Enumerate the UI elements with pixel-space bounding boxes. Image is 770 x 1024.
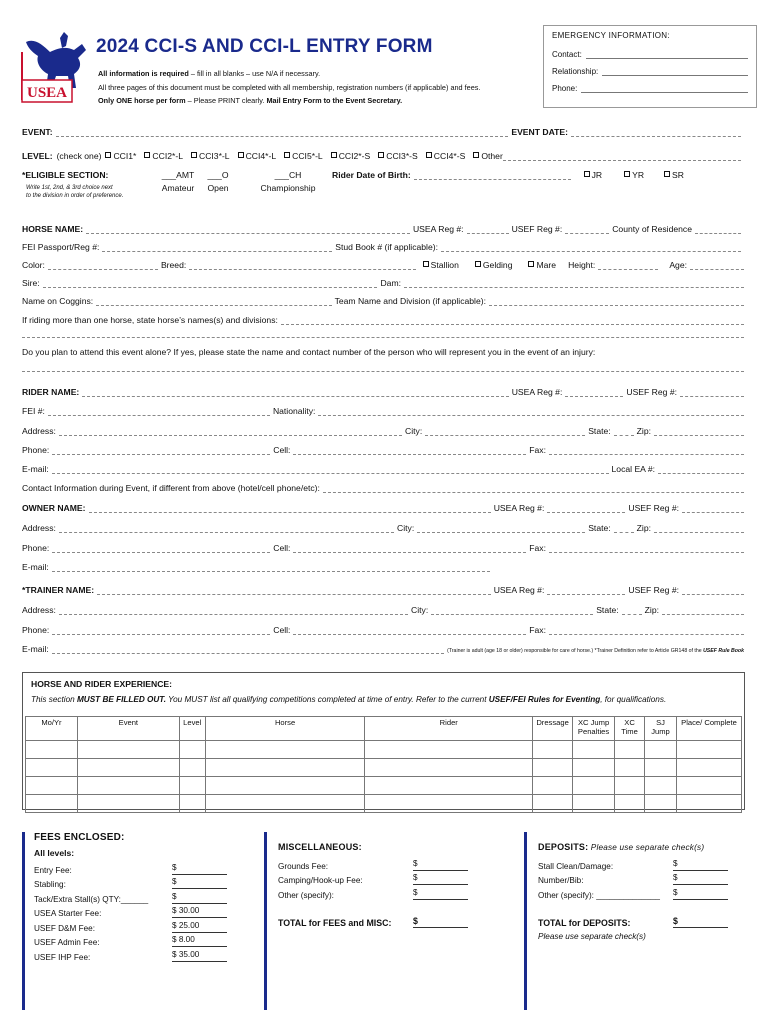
age-sr-checkbox[interactable]: SR [664, 170, 684, 180]
rider-cell-field[interactable] [293, 447, 526, 455]
multi-horse-row: If riding more than one horse, state horse’s names(s) and divisions: [22, 315, 744, 325]
stabling-fee-field[interactable]: $ [172, 877, 227, 889]
usea-logo [16, 30, 96, 106]
intro-text: All information is required – fill in all blanks – use N/A if necessary. All three pages of this document must be completed with all membership, registration numbers (if applicable) and fees. Only ONE horse per form – Please PRINT clearly. Mail Entry Form to the Event Secretary. [98, 69, 481, 105]
trainer-address-row: Address: City: State: Zip: [22, 605, 744, 615]
level-row: LEVEL: (check one) CCI1* CCI2*-L CCI3*-L CCI4*-L CCI5*-L CCI2*-S CCI3*-S CCI4*-S Other [22, 151, 744, 161]
event-date-field[interactable] [571, 129, 741, 137]
experience-section: HORSE AND RIDER EXPERIENCE: This section MUST BE FILLED OUT. You MUST list all qualifying competitions completed at time of entry. Refer to the current USEF/FEI Rules for Eventing, for qualifications. Mo/Yr Event Level Horse Rider Dressage XC Jump Penalties XC Time SJ Jump Place/ Complete [22, 672, 745, 810]
level-option[interactable]: CCI4*-S [426, 151, 466, 161]
trainer-email-row: E-mail: (Trainer is adult (age 18 or older) responsible for care of horse.) *Trainer Definition refer to Article GR148 of the USEF Rule Book [22, 644, 744, 654]
horse-name-row: HORSE NAME: USEA Reg #: USEF Reg #: County of Residence [22, 224, 744, 234]
rider-phone-row: Phone: Cell: Fax: [22, 445, 744, 455]
table-row[interactable] [26, 795, 742, 813]
horse-fei-row: FEI Passport/Reg #: Stud Book # (if applicable): [22, 242, 744, 252]
grounds-fee-field[interactable]: $ [413, 859, 468, 871]
owner-address-field[interactable] [59, 525, 394, 533]
level-option[interactable]: CCI3*-S [378, 151, 418, 161]
rider-usea-field[interactable] [565, 389, 623, 397]
gelding-checkbox[interactable]: Gelding [475, 260, 513, 270]
event-field[interactable] [56, 129, 509, 137]
fei-passport-field[interactable] [102, 244, 332, 252]
total-deposits-field[interactable]: $ [673, 916, 728, 928]
entry-fee-field[interactable]: $ [172, 863, 227, 875]
usef-dm-fee: $ 25.00 [172, 921, 227, 933]
trainer-name-field[interactable] [97, 587, 491, 595]
fees-accent-bar [22, 832, 25, 1010]
age-field[interactable] [690, 262, 744, 270]
trainer-email-field[interactable] [52, 646, 444, 654]
multi-horse-field[interactable] [281, 317, 744, 325]
local-ea-field[interactable] [658, 466, 744, 474]
multi-horse-line2[interactable] [22, 337, 744, 338]
level-option[interactable]: CCI4*-L [238, 151, 277, 161]
emergency-relationship-field[interactable] [602, 68, 748, 76]
tack-stall-fee-field[interactable]: $ [172, 892, 227, 904]
owner-name-field[interactable] [89, 505, 491, 513]
owner-phone-field[interactable] [52, 545, 270, 553]
alone-row: Do you plan to attend this event alone? If yes, please state the name and contact number of the person who will represent you in the event of an injury: [22, 347, 596, 357]
owner-phone-row: Phone: Cell: Fax: [22, 543, 744, 553]
table-row[interactable] [26, 759, 742, 777]
horse-name-field[interactable] [86, 226, 410, 234]
owner-usea-field[interactable] [547, 505, 625, 513]
level-option-other[interactable]: Other [473, 151, 503, 161]
rider-contact-row: Contact Information during Event, if different from above (hotel/cell phone/etc): [22, 483, 744, 493]
trainer-phone-field[interactable] [52, 627, 270, 635]
trainer-cell-field[interactable] [293, 627, 526, 635]
owner-zip-field[interactable] [654, 525, 744, 533]
mare-checkbox[interactable]: Mare [528, 260, 556, 270]
misc-section: MISCELLANEOUS: Grounds Fee: $ Camping/Hook-up Fee: $ Other (specify): $ TOTAL for FEES and MISC: $ [278, 842, 468, 928]
level-option[interactable]: CCI2*-S [331, 151, 371, 161]
trainer-usea-field[interactable] [547, 587, 625, 595]
trainer-phone-row: Phone: Cell: Fax: [22, 625, 744, 635]
emergency-phone-field[interactable] [581, 85, 748, 93]
owner-fax-field[interactable] [549, 545, 744, 553]
misc-other-fee-field[interactable]: $ [413, 888, 468, 900]
dam-field[interactable] [404, 280, 744, 288]
owner-cell-field[interactable] [293, 545, 526, 553]
owner-name-row: OWNER NAME: USEA Reg #: USEF Reg #: [22, 503, 744, 513]
age-jr-checkbox[interactable]: JR [584, 170, 603, 180]
horse-usef-field[interactable] [565, 226, 609, 234]
fees-section: FEES ENCLOSED: All levels: Entry Fee: $ Stabling: $ Tack/Extra Stall(s) QTY:______ $ USEA Starter Fee: $ 30.00 USEF D&M Fee: $ 25.00 USEF Admin Fee: $ 8.00 USEF IHP Fee: $ 35.00 [34, 832, 227, 962]
owner-email-row: E-mail: [22, 562, 744, 572]
misc-accent-bar [264, 832, 267, 1010]
horse-sire-row: Sire: Dam: [22, 278, 744, 288]
usea-starter-fee: $ 30.00 [172, 906, 227, 918]
rider-email-field[interactable] [52, 466, 609, 474]
nationality-field[interactable] [318, 408, 744, 416]
rider-city-field[interactable] [425, 428, 585, 436]
trainer-usef-field[interactable] [682, 587, 744, 595]
owner-usef-field[interactable] [682, 505, 744, 513]
usef-ihp-fee: $ 35.00 [172, 950, 227, 962]
level-option[interactable]: CCI2*-L [144, 151, 183, 161]
number-bib-deposit-field[interactable]: $ [673, 873, 728, 885]
rider-email-row: E-mail: Local EA #: [22, 464, 744, 474]
horse-usea-field[interactable] [467, 226, 509, 234]
alone-answer-line[interactable] [22, 371, 744, 372]
experience-table: Mo/Yr Event Level Horse Rider Dressage XC Jump Penalties XC Time SJ Jump Place/ Complete [25, 716, 742, 813]
color-field[interactable] [48, 262, 158, 270]
other-deposit-field[interactable]: $ [673, 888, 728, 900]
team-field[interactable] [489, 298, 744, 306]
total-fees-misc-field[interactable]: $ [413, 916, 468, 928]
owner-city-field[interactable] [417, 525, 585, 533]
deposits-section: DEPOSITS: Please use separate check(s) Stall Clean/Damage: $ Number/Bib: $ Other (specify): ______________ $ TOTAL for DEPOSITS: $ Please use separate check(s) [538, 842, 728, 941]
trainer-zip-field[interactable] [662, 607, 744, 615]
breed-field[interactable] [189, 262, 415, 270]
rider-phone-field[interactable] [52, 447, 270, 455]
emergency-info-box: EMERGENCY INFORMATION: Contact: Relationship: Phone: [543, 25, 757, 108]
camping-fee-field[interactable]: $ [413, 873, 468, 885]
deposits-accent-bar [524, 832, 527, 1010]
level-option[interactable]: CCI1* [105, 151, 136, 161]
level-option[interactable]: CCI3*-L [191, 151, 230, 161]
stall-clean-deposit-field[interactable]: $ [673, 859, 728, 871]
rider-fei-field[interactable] [48, 408, 270, 416]
rider-state-field[interactable] [614, 428, 634, 436]
stud-book-field[interactable] [441, 244, 741, 252]
trainer-state-field[interactable] [622, 607, 642, 615]
rider-address-row: Address: City: State: Zip: [22, 426, 744, 436]
rider-fei-row: FEI #: Nationality: [22, 406, 744, 416]
event-contact-field[interactable] [323, 485, 744, 493]
rider-name-field[interactable] [82, 389, 508, 397]
rider-name-row: RIDER NAME: USEA Reg #: USEF Reg #: [22, 387, 744, 397]
county-field[interactable] [695, 226, 741, 234]
owner-state-field[interactable] [614, 525, 634, 533]
event-row: EVENT: EVENT DATE: [22, 127, 744, 137]
usef-admin-fee: $ 8.00 [172, 935, 227, 947]
rider-address-field[interactable] [59, 428, 402, 436]
stallion-checkbox[interactable]: Stallion [423, 260, 459, 270]
table-row[interactable] [26, 741, 742, 759]
rider-fax-field[interactable] [549, 447, 744, 455]
horse-color-row: Color: Breed: Stallion Gelding Mare Height: Age: [22, 260, 744, 270]
emergency-contact-field[interactable] [586, 51, 748, 59]
form-title: 2024 CCI-S AND CCI-L ENTRY FORM [96, 36, 433, 57]
trainer-name-row: *TRAINER NAME: USEA Reg #: USEF Reg #: [22, 585, 744, 595]
owner-address-row: Address: City: State: Zip: [22, 523, 744, 533]
rider-zip-field[interactable] [654, 428, 744, 436]
rider-dob-field[interactable] [414, 172, 571, 180]
rider-usef-field[interactable] [680, 389, 744, 397]
level-option[interactable]: CCI5*-L [284, 151, 323, 161]
coggins-row: Name on Coggins: Team Name and Division (if applicable): [22, 296, 744, 306]
height-field[interactable] [598, 262, 658, 270]
table-row[interactable] [26, 777, 742, 795]
trainer-address-field[interactable] [59, 607, 408, 615]
trainer-city-field[interactable] [431, 607, 593, 615]
coggins-field[interactable] [96, 298, 331, 306]
owner-email-field[interactable] [52, 564, 490, 572]
svg-text:USEA: USEA [26, 85, 68, 101]
age-yr-checkbox[interactable]: YR [624, 170, 644, 180]
level-other-field[interactable] [503, 153, 741, 161]
sire-field[interactable] [43, 280, 378, 288]
trainer-fax-field[interactable] [549, 627, 744, 635]
